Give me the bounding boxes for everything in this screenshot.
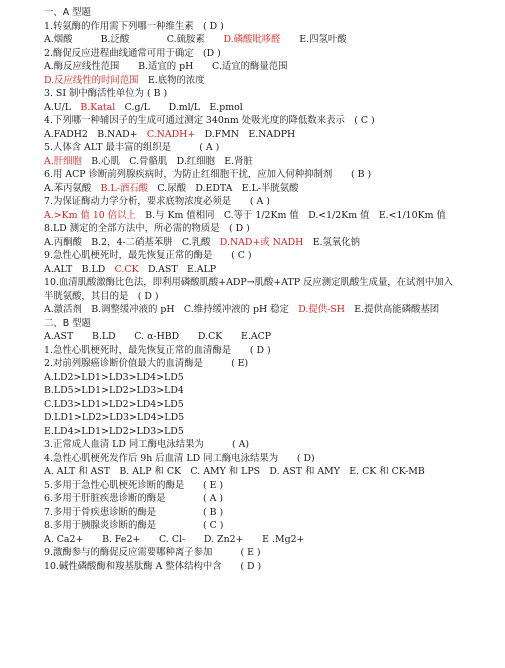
text-segment: 1.转氨酶的作用需下列哪一种维生素 ( D ) [44,20,224,32]
text-segment: A.苯丙氨酸 [44,182,101,194]
text-segment: C.LD3>LD1>LD2>LD4>LD5 [44,398,184,410]
answer-highlight: A.肝细胞 [44,155,82,167]
text-line [44,20,505,34]
section-heading [44,317,505,331]
text-segment: A. ALT 和 AST B. ALP 和 CK C. AMY 和 LPS D. AST 和 AMY E. CK 和 CK-MB [44,466,425,477]
text-segment: 7.多用于骨疾患诊断的酶是 ( B ) [44,506,224,518]
text-segment: D.FMN E.NADPH [195,128,296,140]
text-line [44,492,505,506]
text-line [44,546,505,560]
text-line [44,128,505,142]
text-line [44,276,505,290]
text-segment: 9.激酶参与的酶促反应需要哪种离子参加 ( E ) [44,547,261,558]
text-segment: 10.碱性磷酸酶和羧基肽酶 A 整体结构中含 ( D ) [44,560,262,572]
text-line [44,141,505,155]
text-segment: 4.下列哪一种辅因子的生成可通过测定 340nm 处吸光度的降低数来表示 ( C ) [44,115,375,126]
text-line [44,249,505,263]
text-segment: D.LD1>LD2>LD3>LD4>LD5 [44,412,185,423]
text-line [44,533,505,547]
text-line [44,74,505,88]
text-line [44,438,505,452]
text-line [44,33,505,47]
text-line [44,357,505,371]
text-segment: 6.用 ACP 诊断前列腺疾病时，为防止红细胞干扰，应加入何种抑制剂 ( B ) [44,169,372,180]
text-segment: B.心肌 C.骨骼肌 D.红细胞 E.肾脏 [81,155,253,167]
text-line [44,384,505,398]
text-line [44,87,505,101]
text-segment: A.酶反应线性范围 B.适宜的 pH C.适宜的酶量范围 [44,61,288,72]
text-segment: 7.为保证酶动力学分析，要求底物浓度必须是 ( A ) [44,196,270,207]
text-line [44,155,505,169]
text-segment: 一、A 型题 [44,7,91,18]
text-segment: 8.LD 测定的全部方法中，所必需的物质是 ( D ) [44,223,250,234]
text-segment: 5.人体含 ALT 最丰富的组织是 ( A ) [44,142,220,153]
text-segment: 9.急性心肌梗死时，最先恢复正常的酶是 ( C ) [44,250,252,261]
section-heading [44,6,505,20]
text-segment: 5.多用于急性心肌梗死诊断的酶是 ( E ) [44,479,224,491]
text-segment: A.FADH2 B.NAD+ [44,128,147,140]
text-segment: 3. SI 制中酶活性单位为 ( B ) [44,88,168,99]
answer-highlight: D.反应线性的时间范围 [44,74,139,86]
text-line [44,168,505,182]
text-segment: A.LD2>LD1>LD3>LD4>LD5 [44,371,184,383]
text-line [44,60,505,74]
text-line [44,47,505,61]
text-segment: B.与 Km 值相同 C.等于 1/2Km 值 D.<1/2Km 值 E.<1/10Km 值 [135,209,446,221]
answer-highlight: C.NADH+ [146,128,196,140]
text-line [44,398,505,412]
text-segment: 10.血清肌酸激酶比色法，即利用磷酸肌酸+ADP→肌酸+ATP 反应测定肌酸生成量，在试剂中加入 [44,277,453,288]
text-segment: A.烟酸 B.泛酸 C.硫胺素 [44,34,224,45]
text-segment: E.底物的浓度 [138,74,205,86]
text-line [44,452,505,466]
answer-highlight: C.CK [114,263,139,275]
answer-highlight: B.L-酒石酸 [100,182,149,194]
text-segment: A. Ca2+ B. Fe2+ C. Cl- D. Zn2+ E .Mg2+ [44,533,305,545]
text-segment: B.LD5>LD1>LD2>LD3>LD4 [44,385,184,396]
text-line [44,209,505,223]
text-segment: 3.正常成人血清 LD 同工酶电泳结果为 ( A) [44,439,250,450]
text-segment: 半胱氨酸，其目的是 ( D ) [44,290,159,302]
text-line [44,411,505,425]
text-segment: E.氢氧化钠 [303,236,361,248]
text-segment: 二、B 型题 [44,317,91,329]
text-segment: 2.对前列腺癌诊断价值最大的血清酶是 ( E) [44,358,249,369]
text-line [44,195,505,209]
text-segment: A.ALT B.LD [44,263,115,275]
text-segment: E.四氢叶酸 [280,34,347,45]
text-line [44,371,505,385]
text-line [44,182,505,196]
answer-highlight: D.提供-SH [298,304,345,315]
text-segment: D.AST E.ALP [138,263,217,275]
text-line [44,479,505,493]
text-line [44,465,505,479]
text-segment: C.g/L D.ml/L E.pmol [115,101,243,113]
answer-highlight: D.NAD+或 NADH [219,236,304,248]
text-line [44,263,505,277]
text-segment: 2.酶促反应进程曲线通常可用于确定 (D ) [44,47,221,59]
text-segment: E.提供高能磷酸基团 [344,304,440,315]
text-segment: 4.急性心肌梗死发作后 9h 后血清 LD 同工酶电泳结果为 ( D) [44,452,315,464]
text-segment: 8.多用于胰腺炎诊断的酶是 ( C ) [44,520,224,531]
text-segment: 6.多用于肝脏疾患诊断的酶是 ( A ) [44,493,223,504]
text-line [44,506,505,520]
text-line [44,222,505,236]
text-line [44,560,505,574]
text-segment: 1.急性心肌梗死时，最先恢复正常的血清酶是 ( D ) [44,344,271,356]
text-segment: E.LD4>LD1>LD2>LD3>LD5 [44,425,184,437]
text-line [44,303,505,317]
text-line [44,114,505,128]
text-line [44,101,505,115]
text-segment: A.激活剂 B.调整缓冲液的 pH C.维持缓冲液的 pH 稳定 [44,304,299,315]
text-line [44,344,505,358]
answer-highlight: B.Katal [80,101,116,113]
text-line [44,519,505,533]
text-line [44,290,505,304]
text-segment: A.U/L [44,101,81,113]
text-segment: C.尿酸 D.EDTA E.L-半胱氨酸 [148,182,299,194]
text-segment: A.丙酮酸 B.2，4-二硝基苯肼 C.乳酸 [44,236,220,248]
text-line [44,330,505,344]
text-segment: A.AST B.LD C. α-HBD D.CK E.ACP [44,331,272,342]
answer-highlight: D.磷酸吡哆醛 [223,34,281,45]
text-line [44,236,505,250]
answer-highlight: A.>Km 值 10 倍以上 [44,209,136,221]
text-line [44,425,505,439]
